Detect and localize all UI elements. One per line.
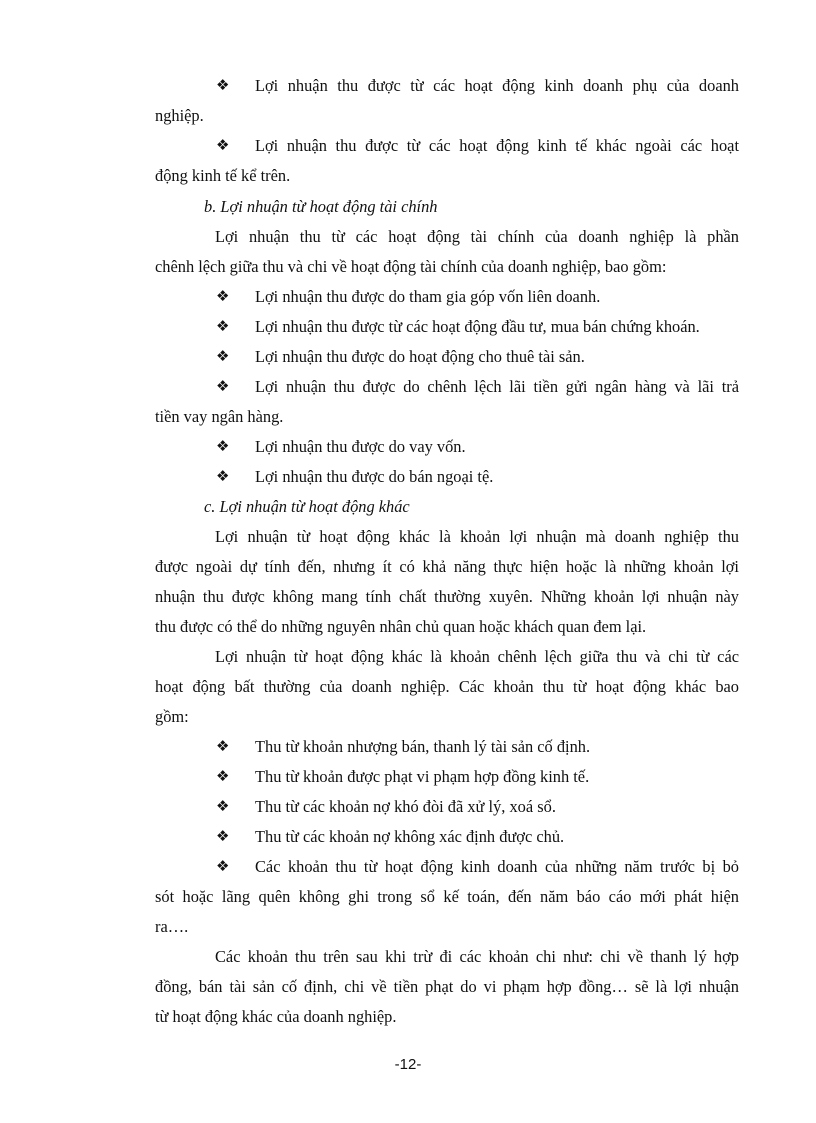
paragraph-line: chênh lệch giữa thu và chi về hoạt động tài chính của doanh nghiệp, bao gồm: [155, 257, 667, 276]
paragraph-line: thu được có thể do những nguyên nhân chủ quan hoặc khách quan đem lại. [155, 617, 647, 636]
paragraph-line: từ hoạt động khác của doanh nghiệp. [155, 1007, 397, 1026]
paragraph-line: nghiệp. [155, 106, 204, 125]
paragraph-first-line: Lợi nhuận từ hoạt động khác là khoản lợi nhuận mà doanh nghiệp thu [215, 527, 739, 546]
bullet-text: Thu từ khoản được phạt vi phạm hợp đồng kinh tế. [255, 767, 590, 786]
section-heading: c. Lợi nhuận từ hoạt động khác [204, 497, 410, 516]
diamond-bullet-icon: ❖ [216, 136, 230, 154]
paragraph-line: sót hoặc lãng quên không ghi trong sổ kế toán, đến năm báo cáo mới phát hiện [155, 887, 739, 906]
bullet-text: Lợi nhuận thu được do chênh lệch lãi tiền gửi ngân hàng và lãi trả [255, 377, 739, 396]
paragraph-line: hoạt động bất thường của doanh nghiệp. Các khoản thu từ hoạt động khác bao [155, 677, 739, 696]
bullet-text: Thu từ các khoản nợ khó đòi đã xử lý, xoá sổ. [255, 797, 556, 816]
bullet-text: Lợi nhuận thu được từ các hoạt động kinh tế khác ngoài các hoạt [255, 136, 739, 155]
diamond-bullet-icon: ❖ [216, 737, 230, 755]
bullet-text: Lợi nhuận thu được do vay vốn. [255, 437, 466, 456]
diamond-bullet-icon: ❖ [216, 377, 230, 395]
paragraph-line: ra…. [155, 917, 189, 936]
paragraph-line: động kinh tế kể trên. [155, 166, 291, 185]
bullet-text: Lợi nhuận thu được từ các hoạt động kinh doanh phụ của doanh [255, 76, 739, 95]
paragraph-line: nhuận thu được không mang tính chất thường xuyên. Những khoản lợi nhuận này [155, 587, 739, 606]
diamond-bullet-icon: ❖ [216, 76, 230, 94]
paragraph-first-line: Lợi nhuận từ hoạt động khác là khoản chênh lệch giữa thu và chi từ các [215, 647, 739, 666]
bullet-text: Lợi nhuận thu được do tham gia góp vốn liên doanh. [255, 287, 601, 306]
diamond-bullet-icon: ❖ [216, 857, 230, 875]
section-heading: b. Lợi nhuận từ hoạt động tài chính [204, 197, 438, 216]
diamond-bullet-icon: ❖ [216, 317, 230, 335]
diamond-bullet-icon: ❖ [216, 827, 230, 845]
paragraph-line: tiền vay ngân hàng. [155, 407, 284, 426]
paragraph-first-line: Lợi nhuận thu từ các hoạt động tài chính của doanh nghiệp là phần [215, 227, 739, 246]
diamond-bullet-icon: ❖ [216, 287, 230, 305]
diamond-bullet-icon: ❖ [216, 767, 230, 785]
bullet-text: Thu từ khoản nhượng bán, thanh lý tài sản cố định. [255, 737, 591, 756]
bullet-text: Lợi nhuận thu được từ các hoạt động đầu tư, mua bán chứng khoán. [255, 317, 700, 336]
diamond-bullet-icon: ❖ [216, 437, 230, 455]
page-number: -12- [394, 1056, 422, 1073]
paragraph-line: được ngoài dự tính đến, nhưng ít có khả năng thực hiện hoặc là những khoản lợi [155, 557, 739, 576]
bullet-text: Các khoản thu từ hoạt động kinh doanh của những năm trước bị bỏ [255, 857, 739, 876]
diamond-bullet-icon: ❖ [216, 467, 230, 485]
paragraph-first-line: Các khoản thu trên sau khi trừ đi các khoản chi như: chi về thanh lý hợp [215, 947, 739, 966]
paragraph-line: gồm: [155, 707, 189, 726]
paragraph-line: đồng, bán tài sản cố định, chi về tiền phạt do vi phạm hợp đồng… sẽ là lợi nhuận [155, 977, 739, 996]
diamond-bullet-icon: ❖ [216, 797, 230, 815]
bullet-text: Lợi nhuận thu được do bán ngoại tệ. [255, 467, 494, 486]
bullet-text: Thu từ các khoản nợ không xác định được chủ. [255, 827, 565, 846]
diamond-bullet-icon: ❖ [216, 347, 230, 365]
bullet-text: Lợi nhuận thu được do hoạt động cho thuê tài sản. [255, 347, 585, 366]
